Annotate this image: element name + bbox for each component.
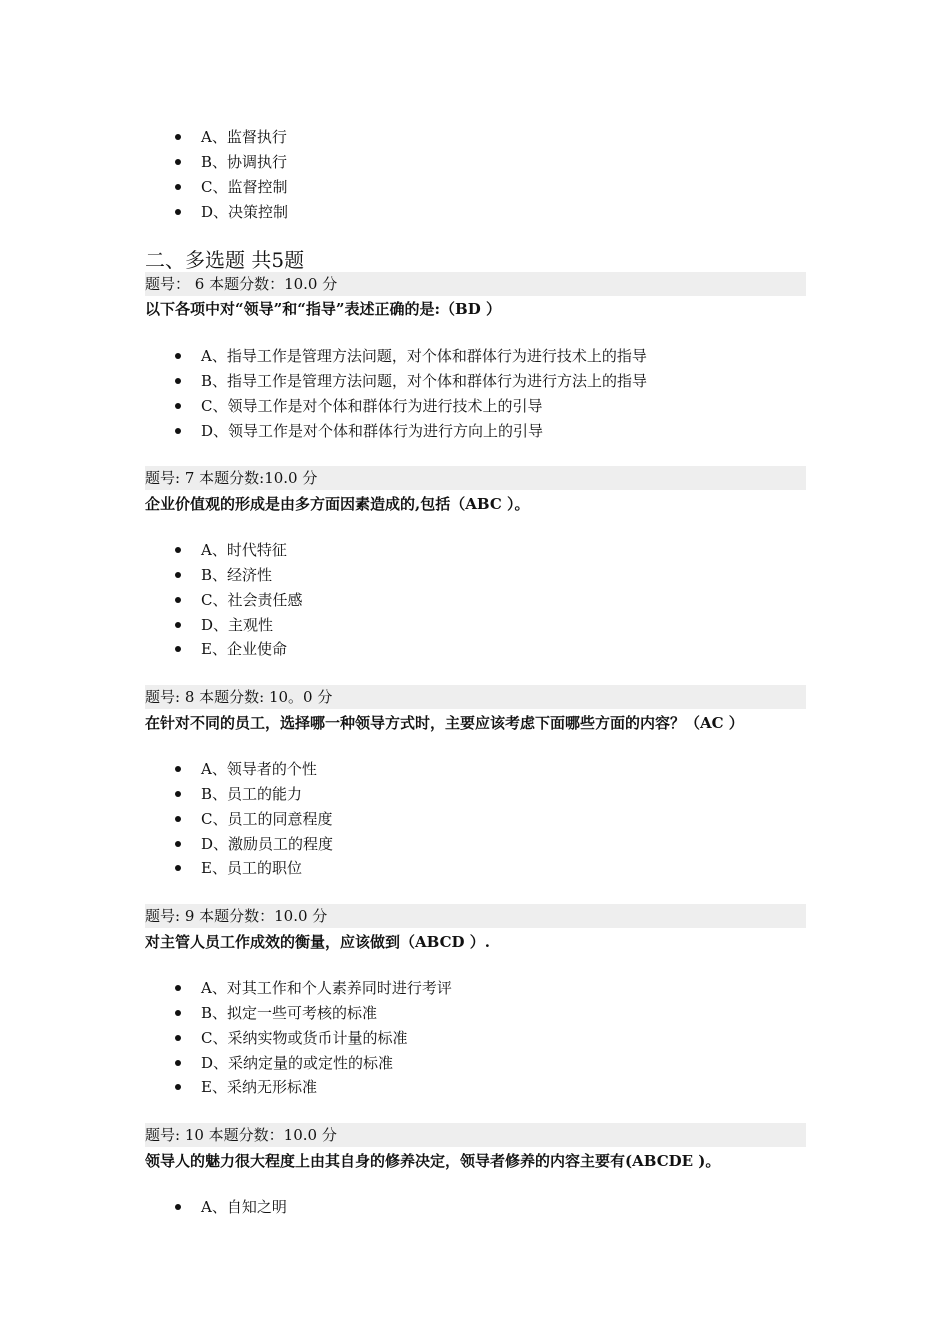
bullet-icon — [175, 1035, 181, 1041]
question-header: 题号: 7 本题分数:10.0 分 — [145, 466, 806, 490]
option-item — [201, 590, 302, 610]
bullet-icon — [175, 378, 181, 384]
bullet-icon — [175, 816, 181, 822]
option-text: C、采纳实物或货币计量的标准 — [201, 1029, 408, 1047]
option-item — [201, 540, 287, 560]
option-text: C、社会责任感 — [201, 591, 303, 609]
bullet-icon — [175, 1010, 181, 1016]
option-text: A、时代特征 — [201, 541, 287, 559]
option-text: A、指导工作是管理方法问题，对个体和群体行为进行技术上的指导 — [201, 347, 647, 365]
option-text: C、领导工作是对个体和群体行为进行技术上的引导 — [201, 397, 543, 415]
option-item — [201, 1003, 377, 1023]
question-header: 题号: 10 本题分数：10.0 分 — [145, 1123, 806, 1147]
option-item — [201, 565, 272, 585]
option-item — [201, 615, 273, 635]
option-text: E、采纳无形标准 — [201, 1078, 317, 1096]
bullet-icon — [175, 184, 181, 190]
option-item — [201, 978, 452, 998]
option-item — [201, 346, 647, 366]
option-text: A、对其工作和个人素养同时进行考评 — [201, 979, 452, 997]
bullet-icon — [175, 209, 181, 215]
bullet-icon — [175, 134, 181, 140]
question-text: 领导人的魅力很大程度上由其自身的修养决定，领导者修养的内容主要有(ABCDE )。 — [145, 1152, 721, 1170]
option-text: D、决策控制 — [201, 203, 289, 221]
option-item — [201, 1077, 317, 1097]
option-item — [201, 127, 287, 147]
bullet-icon — [175, 1204, 181, 1210]
bullet-icon — [175, 865, 181, 871]
option-text: D、领导工作是对个体和群体行为进行方向上的引导 — [201, 422, 544, 440]
question-text: 企业价值观的形成是由多方面因素造成的,包括（ABC ）。 — [145, 495, 530, 513]
option-item — [201, 834, 333, 854]
option-item — [201, 809, 332, 829]
question-header: 题号： 6 本题分数：10.0 分 — [145, 272, 806, 296]
bullet-icon — [175, 622, 181, 628]
bullet-icon — [175, 353, 181, 359]
bullet-icon — [175, 159, 181, 165]
option-text: B、员工的能力 — [201, 785, 303, 803]
option-text: C、监督控制 — [201, 178, 288, 196]
section-title: 二、多选题 共5题 — [145, 248, 305, 272]
option-text: D、激励员工的程度 — [201, 835, 334, 853]
option-item — [201, 421, 543, 441]
bullet-icon — [175, 403, 181, 409]
option-item — [201, 396, 542, 416]
bullet-icon — [175, 1084, 181, 1090]
option-item — [201, 152, 287, 172]
bullet-icon — [175, 572, 181, 578]
option-text: C、员工的同意程度 — [201, 810, 333, 828]
option-item — [201, 1053, 393, 1073]
bullet-icon — [175, 841, 181, 847]
option-text: D、采纳定量的或定性的标准 — [201, 1054, 394, 1072]
option-item — [201, 371, 647, 391]
bullet-icon — [175, 428, 181, 434]
option-text: B、指导工作是管理方法问题，对个体和群体行为进行方法上的指导 — [201, 372, 648, 390]
question-header: 题号: 9 本题分数：10.0 分 — [145, 904, 806, 928]
option-item — [201, 639, 287, 659]
option-item — [201, 759, 317, 779]
option-text: A、自知之明 — [201, 1198, 287, 1216]
question-text: 以下各项中对“领导”和“指导”表述正确的是:（BD ） — [145, 300, 501, 318]
option-text: A、监督执行 — [201, 128, 287, 146]
option-item — [201, 858, 302, 878]
bullet-icon — [175, 1060, 181, 1066]
question-header: 题号: 8 本题分数: 10。0 分 — [145, 685, 806, 709]
option-text: B、协调执行 — [201, 153, 288, 171]
option-text: D、主观性 — [201, 616, 274, 634]
option-text: E、员工的职位 — [201, 859, 302, 877]
bullet-icon — [175, 597, 181, 603]
option-item — [201, 784, 302, 804]
bullet-icon — [175, 547, 181, 553]
option-item — [201, 1028, 407, 1048]
bullet-icon — [175, 766, 181, 772]
option-item — [201, 1197, 287, 1217]
option-item — [201, 202, 288, 222]
option-text: A、领导者的个性 — [201, 760, 317, 778]
option-text: E、企业使命 — [201, 640, 287, 658]
question-text: 对主管人员工作成效的衡量，应该做到（ABCD ）. — [145, 933, 490, 951]
bullet-icon — [175, 646, 181, 652]
bullet-icon — [175, 985, 181, 991]
option-item — [201, 177, 287, 197]
question-text: 在针对不同的员工，选择哪一种领导方式时，主要应该考虑下面哪些方面的内容？（AC ） — [145, 714, 744, 732]
option-text: B、经济性 — [201, 566, 273, 584]
bullet-icon — [175, 791, 181, 797]
option-text: B、拟定一些可考核的标准 — [201, 1004, 378, 1022]
